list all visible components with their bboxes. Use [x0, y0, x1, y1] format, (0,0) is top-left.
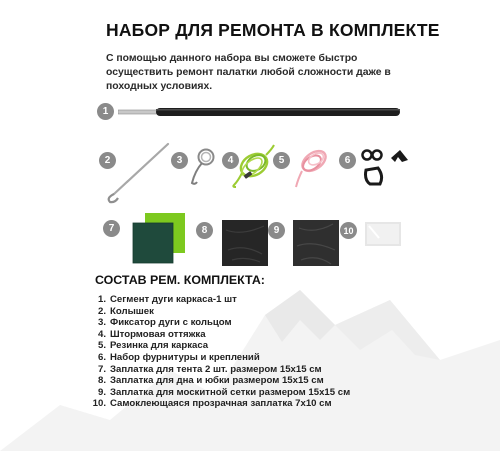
list-item: 1. Сегмент дуги каркаса-1 шт: [97, 294, 237, 305]
list-item: 6. Набор фурнитуры и креплений: [97, 351, 260, 363]
tent-peg-icon: [100, 140, 172, 204]
page-title: НАБОР ДЛЯ РЕМОНТА В КОМПЛЕКТЕ: [106, 20, 440, 40]
list-item: 7. Заплатка для тента 2 шт. размером 15х15 см: [97, 363, 322, 375]
list-item: 5. Резинка для каркаса: [97, 340, 209, 352]
item-badge-3: 3: [171, 152, 188, 169]
item-badge-6: 6: [339, 152, 356, 169]
pole-clip-with-ring-icon: [184, 146, 220, 188]
item-badge-7: 7: [103, 220, 120, 237]
floor-patch-icon: [222, 220, 268, 266]
item-badge-4: 4: [222, 152, 239, 169]
list-item: 3. Фиксатор дуги с кольцом: [97, 317, 232, 329]
item-badge-2: 2: [99, 152, 116, 169]
item-badge-1: 1: [97, 103, 114, 120]
mosquito-net-patch-icon: [293, 220, 339, 266]
pole-segment-icon: [118, 102, 400, 122]
item-badge-8: 8: [196, 222, 213, 239]
item-badge-10: 10: [340, 222, 357, 239]
list-item: 9. Заплатка для москитной сетки размером 15х15 см: [97, 386, 351, 398]
list-item: 8. Заплатка для дна и юбки размером 15х15 см: [97, 375, 324, 387]
elastic-shock-cord-icon: [288, 143, 336, 191]
fittings-and-fasteners-icon: [358, 146, 412, 188]
transparent-patch-icon: [365, 222, 401, 246]
list-item: 2. Колышек: [97, 305, 154, 317]
item-badge-5: 5: [273, 152, 290, 169]
parts-list: [90, 294, 350, 410]
tent-patches-icon: [131, 210, 187, 266]
composition-title: СОСТАВ РЕМ. КОМПЛЕКТА:: [95, 273, 265, 287]
intro-text: С помощью данного набора вы сможете быстро осуществить ремонт палатки любой сложности даже в походных условиях.: [106, 53, 391, 92]
list-item: 10. Самоклеющаяся прозрачная заплатка 7х10 см: [92, 398, 332, 410]
list-item: 4. Штормовая оттяжка: [97, 328, 206, 340]
item-badge-9: 9: [268, 222, 285, 239]
guy-line-cord-icon: [228, 143, 280, 191]
